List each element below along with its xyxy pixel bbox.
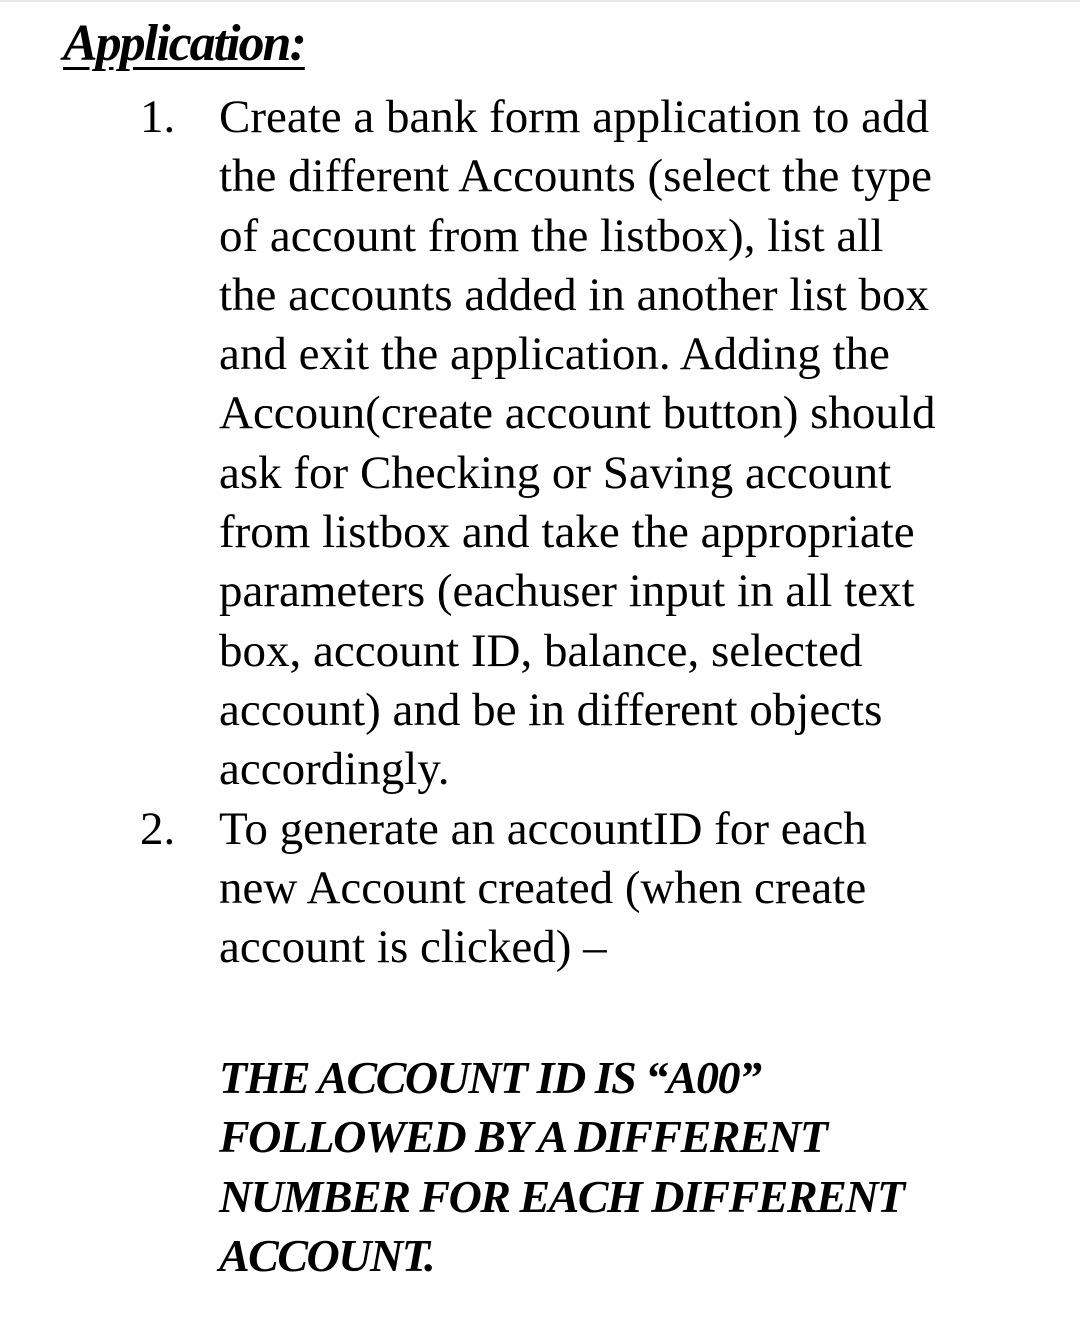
text-line: the different Accounts (select the type	[219, 150, 933, 203]
text-line: Accoun(create account button) should	[219, 387, 936, 440]
text-line: account is clicked) –	[219, 921, 607, 974]
emphasis-line: NUMBER FOR EACH DIFFERENT	[219, 1170, 904, 1222]
emphasis-line: THE ACCOUNT ID IS “A00”	[219, 1052, 761, 1103]
list-item-text	[219, 800, 1034, 978]
text-line: and exit the application. Adding the	[219, 328, 890, 381]
text-line: the accounts added in another list box	[219, 268, 930, 321]
list-item-text	[219, 88, 1034, 800]
emphasis-line: ACCOUNT.	[219, 1229, 435, 1281]
text-line: from listbox and take the appropriate	[219, 506, 915, 559]
text-line: ask for Checking or Saving account	[219, 446, 892, 499]
text-line: account) and be in different objects	[219, 683, 883, 736]
page-heading: Application:	[63, 15, 305, 72]
account-id-rule	[219, 1048, 1049, 1285]
requirements-list	[0, 88, 1080, 977]
list-item-number: 1.	[140, 91, 176, 143]
list-item-1	[0, 88, 1080, 800]
list-item-2	[0, 800, 1080, 978]
text-line: box, account ID, balance, selected	[219, 624, 863, 677]
text-line: of account from the listbox), list all	[219, 209, 884, 262]
top-divider	[0, 0, 1080, 2]
text-line: Create a bank form application to add	[219, 91, 929, 143]
text-line: new Account created (when create	[219, 861, 867, 914]
text-line: parameters (eachuser input in all text	[219, 565, 915, 618]
text-line: To generate an accountID for each	[219, 802, 867, 855]
list-item-number: 2.	[140, 802, 176, 855]
emphasis-line: FOLLOWED BY A DIFFERENT	[219, 1111, 827, 1163]
text-line: accordingly.	[219, 743, 450, 796]
